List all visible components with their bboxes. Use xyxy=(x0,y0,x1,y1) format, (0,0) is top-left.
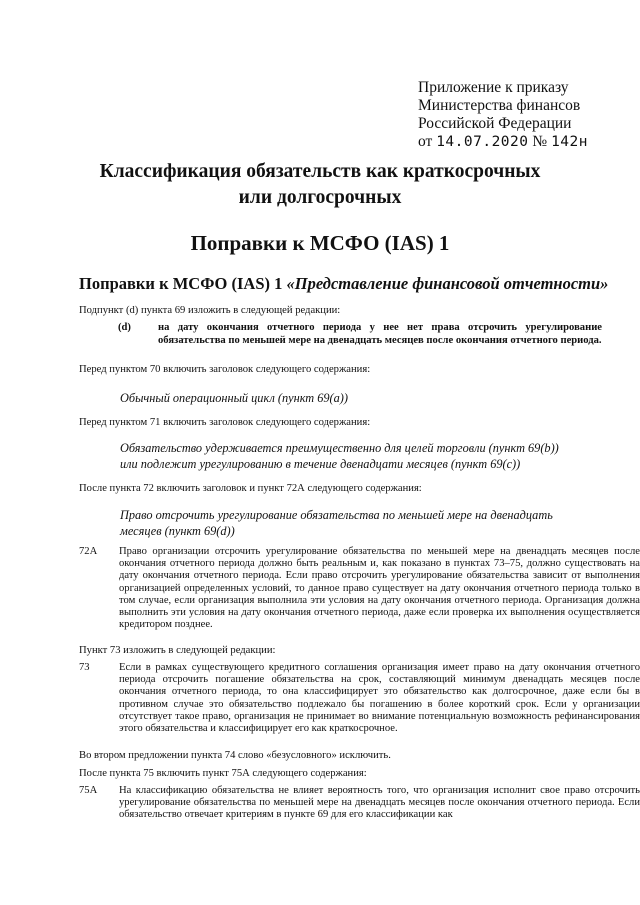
number-prefix: № xyxy=(532,133,548,150)
paragraph-72a-text: Право организации отсрочить урегулирование обязательства по меньшей мере на двенадцать месяцев после окончания отчетного периода должно быть реальным и, как показано в пунктах 73–75, должно существовать на дату окончания отчетного периода. Если право отсрочить урегулирование обязательства зависит от выполнения организацией определенных условий, то данное право существует на дату окончания отчетного периода только в том случае, если организация выполнила эти условия на дату окончания отчетного периода. Организация должна выполнить эти условия на дату окончания отчетного периода, даже если проверка их выполнения осуществляется кредитором позднее. xyxy=(119,546,640,631)
instruction-73: Пункт 73 изложить в следующей редакции: xyxy=(79,645,276,656)
heading-operating-cycle: Обычный операционный цикл (пункт 69(а)) xyxy=(120,391,348,405)
heading-trading-line-2: или подлежит урегулированию в течение двенадцати месяцев (пункт 69(с)) xyxy=(120,457,521,471)
item-d-text: на дату окончания отчетного периода у нее нет права отсрочить урегулирование обязательства по меньшей мере на двенадцать месяцев после окончания отчетного периода. xyxy=(158,322,602,346)
heading-defer-line-2: месяцев (пункт 69(d)) xyxy=(120,524,235,538)
appendix-block xyxy=(418,79,628,151)
section-heading-italic: «Представление финансовой отчетности» xyxy=(286,274,609,293)
order-number: 142н xyxy=(551,134,588,150)
document-title-line-1: Классификация обязательств как краткосрочных xyxy=(99,161,541,182)
instruction-69d: Подпункт (d) пункта 69 изложить в следующей редакции: xyxy=(79,305,341,316)
instruction-before-70: Перед пунктом 70 включить заголовок следующего содержания: xyxy=(79,364,371,375)
instruction-after-75: После пункта 75 включить пункт 75А следующего содержания: xyxy=(79,768,367,779)
heading-defer-line-1: Право отсрочить урегулирование обязательства по меньшей мере на двенадцать xyxy=(120,508,553,522)
paragraph-75a-text: На классификацию обязательства не влияет вероятность того, что организация исполнит свое право отсрочить урегулирование обязательства по меньшей мере на двенадцать месяцев после окончания отчетного периода. Если обязательство отвечает критериям в пункте 69 для его классификации как xyxy=(119,785,640,821)
appendix-date-line xyxy=(418,133,628,151)
section-heading xyxy=(79,274,608,294)
date-prefix: от xyxy=(418,133,433,150)
paragraph-72a-number: 72А xyxy=(79,546,98,557)
appendix-line-2: Министерства финансов xyxy=(418,97,581,114)
document-title-line-2: или долгосрочных xyxy=(238,187,402,208)
order-date: 14.07.2020 xyxy=(436,134,529,150)
paragraph-73-number: 73 xyxy=(79,662,90,673)
amendments-title: Поправки к МСФО (IAS) 1 xyxy=(190,231,450,255)
instruction-74: Во втором предложении пункта 74 слово «безусловного» исключить. xyxy=(79,750,391,761)
heading-trading-line-1: Обязательство удерживается преимущественно для целей торговли (пункт 69(b)) xyxy=(120,441,559,455)
appendix-line-1: Приложение к приказу xyxy=(418,79,569,96)
appendix-line-3: Российской Федерации xyxy=(418,115,572,132)
item-d-label: (d) xyxy=(118,322,131,333)
paragraph-73-text: Если в рамках существующего кредитного соглашения организация имеет право на дату окончания отчетного периода отсрочить погашение обязательства на срок, составляющий минимум двенадцать месяцев после окончания отчетного периода, то она классифицирует это обязательство как долгосрочное, даже если бы в противном случае это обязательство подлежало бы погашению в более короткий срок. Если у организации отсутствует такое право, организация не принимает во внимание потенциальную возможность рефинансирования этого обязательства и классифицирует его как краткосрочное. xyxy=(119,662,640,735)
paragraph-75a-number: 75А xyxy=(79,785,98,796)
instruction-before-71: Перед пунктом 71 включить заголовок следующего содержания: xyxy=(79,417,371,428)
section-heading-text: Поправки к МСФО (IAS) 1 xyxy=(79,274,287,293)
instruction-after-72: После пункта 72 включить заголовок и пункт 72А следующего содержания: xyxy=(79,483,422,494)
